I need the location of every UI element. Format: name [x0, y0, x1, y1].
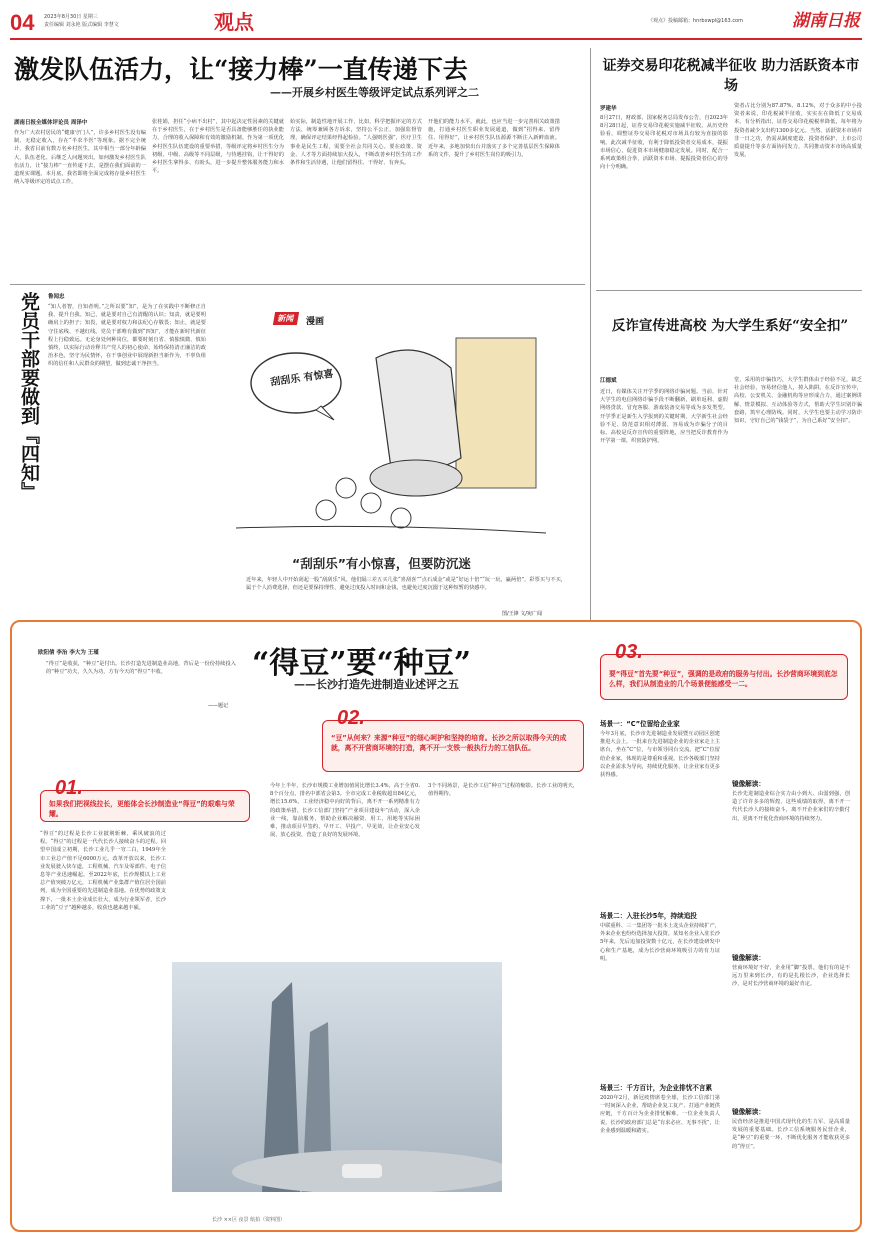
scene1-text: 今年3月底，长沙市先进制造业发展暨互动园区创建推进大会上，一批来自先进制造企业的企业家走上主席台，坐在“C”位，与市领导同台交流。把“C”位留给企业家，体现的是尊重和重视。长沙各级部门坚持以企业需求为导向，持续优化服务，让企业家有更多获得感。	[600, 731, 720, 779]
s2-text: 今年上半年，长沙市规模工业增加值同比增长3.4%，高于全省0.8个百分点，排名中部省会第3。全市完成工业税收超出84亿元，增长15.6%。工业经济稳中向好的背后，离不开一系列精准有力的政策举措。长沙工信部门坚持“产业项目建设年”活动，深入企业一线，靠前服务，帮助企业解决融资、用工、用地等实际困难，推动项目早签约、早开工、早投产、早见效，让企业安心发展、放心投资，营造了良好的发展环境。	[270, 783, 420, 839]
campus-author: 江德斌	[600, 378, 617, 384]
page-date: 2023年8月30日 星期三	[44, 14, 98, 20]
scene1-heading: 场景一：“C”位留给企业家	[600, 720, 680, 728]
cartoon-tag-news: 新闻	[277, 314, 295, 323]
feature-intro-credit: ——题记	[208, 703, 229, 709]
cartoon-tag	[273, 312, 299, 325]
s3-box	[600, 641, 848, 700]
campus-col-2: 堂，采用的诈骗技巧，大学生群体由于经验不足，缺乏社会经验，容易轻信他人，掉入陷阱。在反诈宣传中，高校、公安机关、金融机构等应形成合力，通过案例讲解、情景模拟、互动体验等方式，帮助大学生识别诈骗套路，筑牢心理防线。同时，大学生也要主动学习防诈知识，守好自己的“钱袋子”，为自己系好“安全扣”。	[734, 377, 862, 425]
scene3-text: 2020年2月，新冠疫情席卷全球，长沙工信部门第一时间深入企业，帮助企业复工复产、打通产业链供应链，千方百计为企业排忧解难。一位企业负责人说，长沙的政府部门总是“有求必应、无事不扰”，让企业感到温暖和踏实。	[600, 1095, 720, 1134]
page-header	[0, 0, 872, 40]
s3-number: 03.	[615, 641, 643, 663]
lead-title: 激发队伍活力，让“接力棒”一直传递下去	[14, 55, 468, 84]
s2-blurb: “豆”从何来？来源“种豆”的细心呵护和坚持的培育。长沙之所以取得今天的成就，离不开营商环境的打造，离不开一支铁一般执行力的工信队伍。	[331, 734, 567, 752]
right-mid-rule	[596, 290, 862, 291]
feature-intro: “得豆”是收获，“种豆”是付出。长沙打造先进制造业高地，背后是一份份持续投入的“种豆”功夫，久久为功，方有今天的“得豆”丰收。	[46, 661, 236, 676]
submission-email: 《观点》投稿邮箱：hnrbxwpl@163.com	[648, 18, 743, 24]
feature-subtitle: ——长沙打造先进制造业述评之五	[294, 678, 459, 691]
scene2-text: 中联重科、三一集团等一批本土龙头企业持续扩产，外来企业也纷纷选择加大投资。某知名企业入驻长沙5年来，先后追加投资数十亿元，在长沙建设研发中心和生产基地，成为长沙营商环境吸引力的有力证明。	[600, 923, 720, 962]
cartoon-tag-label: 漫画	[306, 317, 325, 327]
mirror1-text: 长沙先进制造业综合实力由小到大、由弱到强，创造了许许多多的辉煌，这些成绩的取得，离不开一代代长沙人的接续奋斗，离不开企业家们的辛勤付出，更离不开优化营商环境的持续努力。	[732, 791, 850, 822]
cartoon-illustration	[226, 328, 556, 538]
mirror3-text: 民营经济是推进中国式现代化的生力军，是高质量发展的重要基础。长沙工信系统服务民营企业，是“种豆”的重要一环，不断优化服务才能收获更多的“得豆”。	[732, 1119, 850, 1150]
stamp-title-text: 证券交易印花税减半征收 助力活跃资本市场	[602, 58, 860, 94]
s1-box	[40, 777, 250, 822]
s1-blurb: 如果我们把视线拉长，更能体会长沙制造业“得豆”的艰难与荣耀。	[49, 800, 235, 818]
section-name: 观点	[214, 10, 254, 34]
lead-col-3: 始实际，制造性地开展工作，比如，科学把握评定的方式方法，统筹兼顾各方诉求，坚持公平公正，加强监督管理，确保评定结果经得起检验。“人强则医强”，医疗卫生事业是民生工程，需要全社会共同关心。要在政策、资金、人才等方面持续加大投入，不断改善乡村医生的工作条件和生活待遇，让他们留得住、干得好、有奔头。	[290, 119, 422, 167]
mirror2-text: 营商环境好不好，企业用“脚”投票。他们有的是不远万里来到长沙，有的是扎根长沙，企业选择长沙，是对长沙营商环境的最好肯定。	[732, 965, 850, 988]
lead-col-1: 作为广大农村居民的“健康守门人”，许多乡村医生没有编制、无稳定收入，存在“半农半医”等现象。据不完全统计，我省目前有数万名乡村医生，其中相当一部分年龄偏大，队伍老化、后继乏人问题突出。如何激发乡村医生队伍活力，让“接力棒”一直传递下去，是摆在我们面前的一道现实课题。本月底，我省即将全面完成将存量乡村医生纳入等级评定的试点工作。	[14, 130, 146, 186]
campus-title-text: 反诈宣传进高校 为大学生系好“安全扣”	[611, 318, 849, 334]
feature-box	[10, 620, 862, 1232]
vertical-title-text: 党员干部要做到『四知』	[18, 292, 40, 501]
stamp-author: 罗建华	[600, 106, 617, 112]
stamp-col-1: 8月27日，财政部、国家税务总局发布公告，自2023年8月28日起，证券交易印花税实施减半征收。从历史经验看，调整证券交易印花税对市场具有较为直接的影响。此次减半征收，有利于降低投资者交易成本，提振市场信心，促进资本市场健康稳定发展。同时，配合一系列政策组合拳，活跃资本市场、提振投资者信心的导向十分明确。	[600, 115, 728, 171]
page-editors: 责任编辑 刘永艳 版式编辑 李慧文	[44, 22, 119, 28]
mirror1-heading: 镜像解读：	[732, 780, 765, 788]
campus-title	[598, 316, 862, 336]
campus-col-1: 近日，有媒体关注开学季的网络诈骗问题。当前，针对大学生的电信网络诈骗手段不断翻新，刷单返利、虚假网络贷款、冒充客服、游戏装备交易等成为多发类型。开学季正是新生入学报到的关键时期，大学新生社会经验不足、防范意识相对薄弱，容易成为诈骗分子的目标。高校是反诈宣传的重要阵地，应当把反诈教育作为开学第一课，织密防护网。	[600, 389, 728, 445]
s3-blurb: 要“得豆”首先要“种豆”，强调的是政府的服务与付出。长沙营商环境到底怎么样，我们从制造业的几个场景便能感受一二。	[609, 670, 838, 688]
lead-byline: 湖南日报全媒体评论员 周泽中	[14, 120, 88, 126]
photo-caption: 长沙 ××区 夜景 航拍（资料图）	[212, 1217, 286, 1223]
scene2-heading: 场景二：入驻长沙5年，持续追投	[600, 912, 697, 920]
cartoon-panel	[212, 292, 584, 618]
s1-number: 01.	[55, 777, 83, 799]
lead-col-4: 开他们的能力水平。就此，也应当进一步完善相关政策措施，打通乡村医生职业发展通道，做到“招得来、留得住、用得好”，让乡村医生队伍源源不断注入新鲜血液。近年来，多地加快出台并落实了多个完善基层医生保障体系的文件，提升了乡村医生岗位的吸引力。	[428, 119, 560, 158]
cartoon-caption-text: 近年来，年轻人中开始刮起一股“刮刮乐”风。他们隔三差五买几张“喜刮喜”“点石成金”或是“好运十倍”“玩一玩，赢两倍”，彩票买与不买，属于个人消费选择，但还是要保持理性，避免过度投入时间和金钱，也避免过度沉溺于这种短暂的快感中。	[246, 577, 566, 592]
cartoon-caption-title: “刮刮乐”有小惊喜，但要防沉迷	[292, 556, 471, 571]
column-divider	[590, 48, 591, 620]
stamp-col-2: 资者占比分别为87.87%、8.12%，对于众多的中小投资者来说，印花税减半征收，实实在在降低了交易成本。有分析指出，证券交易印花税税率降低，每年将为投资者减少支出约1300多亿元。当然，活跃资本市场并非一日之功，仍需从制度建设、投资者保护、上市公司质量提升等多方面协同发力，共同推动资本市场高质量发展。	[734, 103, 862, 159]
s1-text: “得豆”的过程是长沙工业披荆斩棘、乘风破浪的过程。“得豆”的过程是一代代长沙人接续奋斗的过程。回望中国成立初期，长沙工业几乎一穷二白，1949年全市工业总产值不足6000万元。改革开放以来，长沙工业发展驶入快车道，工程机械、汽车及零部件、电子信息等产业迅速崛起。至2022年底，长沙规模以上工业总产值突破万亿元，工程机械产业集群产值位居全国前列，成为全国重要的先进制造业基地。在优势的政策支撑下，一批本土企业成长壮大，成为行业领军者，长沙工业的“豆子”越种越多，收获也越来越丰硕。	[40, 831, 166, 911]
vertical-text: “知人者智，自知者明。”之所以要“知”，是为了在实践中不断修正自我、提升自我。知己，就是要对自己有清醒的认识；知责，就是要明确肩上的担子；知畏，就是要对权力和法纪心存敬畏；知止，就是要守住底线、不越红线。党员干部唯有做到“四知”，才能在新时代新征程上行稳致远。无论身处何种岗位，都要时刻自省、慎独慎微、慎始慎终，以实际行动诠释共产党人的初心使命，始终保持清正廉洁的政治本色，坚守为民情怀，在干事创业中展现新担当新作为，不辜负组织的信任和人民群众的期望，做到忠诚干净担当。	[48, 304, 206, 368]
masthead-logo: 湖南日报	[792, 11, 860, 31]
s2-box	[322, 707, 584, 772]
s2-text-b: 3个不同场景，是长沙工信“种豆”过程的缩影。长沙工业的明天，值得期待。	[428, 783, 578, 798]
lead-col-2: 张桂娟，担任“小病不出村”，其中起决定性因素的关键就在于乡村医生，在于乡村医生是否具备能够胜任的执业能力、合理的收入保障和有效的激励机制。作为第一项优化乡村医生队伍建设的重要举措，等级评定将乡村医生分为初级、中级、高级等不同层级，与待遇挂钩，让干得好的乡村医生拿得多、有盼头，进一步提升整体服务能力和水平。	[152, 119, 284, 175]
mirror3-heading: 镜像解读：	[732, 1108, 765, 1116]
cartoon-credit: 图/王锋 文/宛广闻	[502, 611, 542, 617]
page-number: 04	[10, 10, 35, 35]
header-rule	[10, 38, 862, 40]
cartoon-sign: 刮刮乐 有惊喜	[269, 368, 335, 389]
feature-bylines: 欧阳倩 李治 李大为 王瑾	[38, 650, 99, 656]
vertical-title	[14, 292, 40, 501]
s2-number: 02.	[337, 707, 365, 729]
feature-title: “得豆”要“种豆”	[252, 646, 472, 681]
stamp-title	[600, 56, 862, 96]
feature-photo	[172, 872, 502, 1192]
vertical-author: 鲁闻忠	[48, 294, 65, 300]
lead-bottom-rule	[10, 284, 585, 285]
scene3-heading: 场景三：千方百计，为企业排忧不言累	[600, 1084, 713, 1092]
mirror2-heading: 镜像解读：	[732, 954, 765, 962]
lead-subtitle: ——开展乡村医生等级评定试点系列评之二	[270, 86, 479, 99]
